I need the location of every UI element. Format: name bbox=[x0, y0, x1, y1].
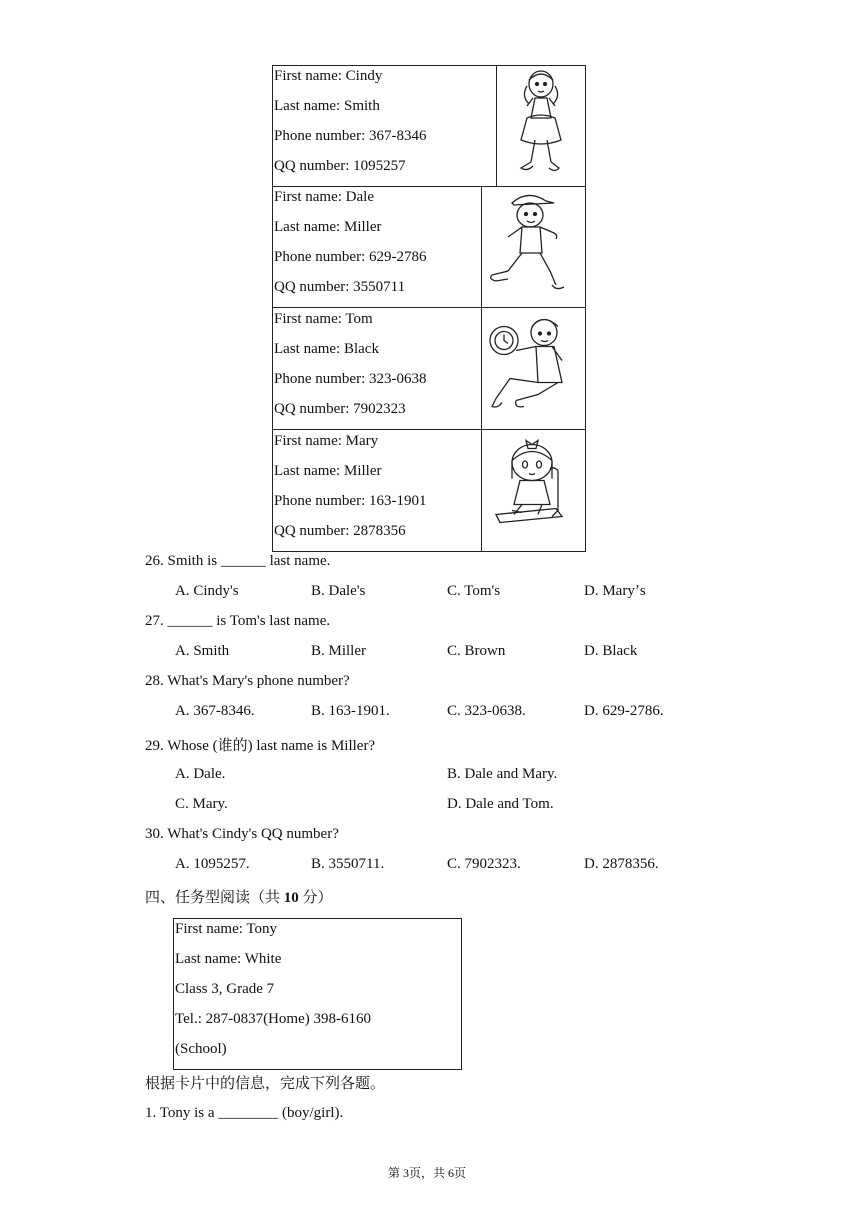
phone-number: Phone number: 163-1901 bbox=[274, 493, 427, 509]
qq-number: QQ number: 2878356 bbox=[274, 523, 406, 539]
phone-number: Phone number: 629-2786 bbox=[274, 249, 427, 265]
qq-number: QQ number: 1095257 bbox=[274, 158, 406, 174]
last-name: Last name: Miller bbox=[274, 219, 382, 235]
task-question-1: 1. Tony is a ________ (boy/girl). bbox=[145, 1105, 344, 1121]
option-c: C. Tom's bbox=[447, 583, 501, 599]
class-grade: Class 3, Grade 7 bbox=[175, 981, 275, 997]
option-c: C. Brown bbox=[447, 643, 506, 659]
boy-sitting-clock-illustration bbox=[481, 308, 585, 429]
option-d: D. 629-2786. bbox=[584, 703, 664, 719]
question-28: 28. What's Mary's phone number? bbox=[145, 673, 350, 689]
option-b: B. 3550711. bbox=[311, 856, 385, 872]
option-d: D. Black bbox=[584, 643, 638, 659]
girl-writing-illustration bbox=[481, 430, 585, 551]
option-b: B. Miller bbox=[311, 643, 366, 659]
option-a: A. Cindy's bbox=[175, 583, 239, 599]
qq-number: QQ number: 3550711 bbox=[274, 279, 406, 295]
option-b: B. Dale and Mary. bbox=[447, 766, 558, 782]
last-name: Last name: Smith bbox=[274, 98, 380, 114]
first-name: First name: Tom bbox=[274, 311, 373, 327]
telephone-continued: (School) bbox=[175, 1041, 227, 1057]
phone-number: Phone number: 323-0638 bbox=[274, 371, 427, 387]
instruction: 根据卡片中的信息，完成下列各题。 bbox=[145, 1076, 386, 1092]
option-a: A. 1095257. bbox=[175, 856, 250, 872]
first-name: First name: Tony bbox=[175, 921, 278, 937]
phone-number: Phone number: 367-8346 bbox=[274, 128, 427, 144]
info-card-dale bbox=[272, 186, 586, 308]
last-name: Last name: Miller bbox=[274, 463, 382, 479]
option-c: C. Mary. bbox=[175, 796, 228, 812]
question-27: 27. ______ is Tom's last name. bbox=[145, 613, 331, 629]
option-a: A. Smith bbox=[175, 643, 230, 659]
option-b: B. Dale's bbox=[311, 583, 366, 599]
option-b: B. 163-1901. bbox=[311, 703, 390, 719]
option-d: D. 2878356. bbox=[584, 856, 659, 872]
heading-points: 10 bbox=[283, 890, 299, 906]
page-footer: 第 3页，共 6页 bbox=[388, 1166, 467, 1180]
first-name: First name: Dale bbox=[274, 189, 374, 205]
boy-running-cap-illustration bbox=[481, 187, 585, 307]
question-30: 30. What's Cindy's QQ number? bbox=[145, 826, 339, 842]
option-a: A. Dale. bbox=[175, 766, 226, 782]
option-d: D. Maryʼs bbox=[584, 583, 646, 599]
option-a: A. 367-8346. bbox=[175, 703, 255, 719]
qq-number: QQ number: 7902323 bbox=[274, 401, 406, 417]
girl-standing-illustration bbox=[496, 66, 585, 186]
last-name: Last name: White bbox=[175, 951, 282, 967]
last-name: Last name: Black bbox=[274, 341, 379, 357]
info-card-cindy bbox=[272, 65, 586, 187]
telephone: Tel.: 287-0837(Home) 398-6160 bbox=[175, 1011, 371, 1027]
question-26: 26. Smith is ______ last name. bbox=[145, 553, 331, 569]
info-card-mary bbox=[272, 429, 586, 552]
first-name: First name: Mary bbox=[274, 433, 379, 449]
question-29: 29. Whose (谁的) last name is Miller? bbox=[145, 738, 376, 754]
tony-info-card bbox=[173, 918, 462, 1070]
heading-text-end: 分） bbox=[298, 890, 333, 906]
section-heading bbox=[145, 886, 333, 907]
option-c: C. 7902323. bbox=[447, 856, 521, 872]
heading-text: 四、任务型阅读（共 bbox=[145, 890, 284, 906]
option-c: C. 323-0638. bbox=[447, 703, 526, 719]
info-card-tom bbox=[272, 307, 586, 430]
first-name: First name: Cindy bbox=[274, 68, 383, 84]
option-d: D. Dale and Tom. bbox=[447, 796, 554, 812]
